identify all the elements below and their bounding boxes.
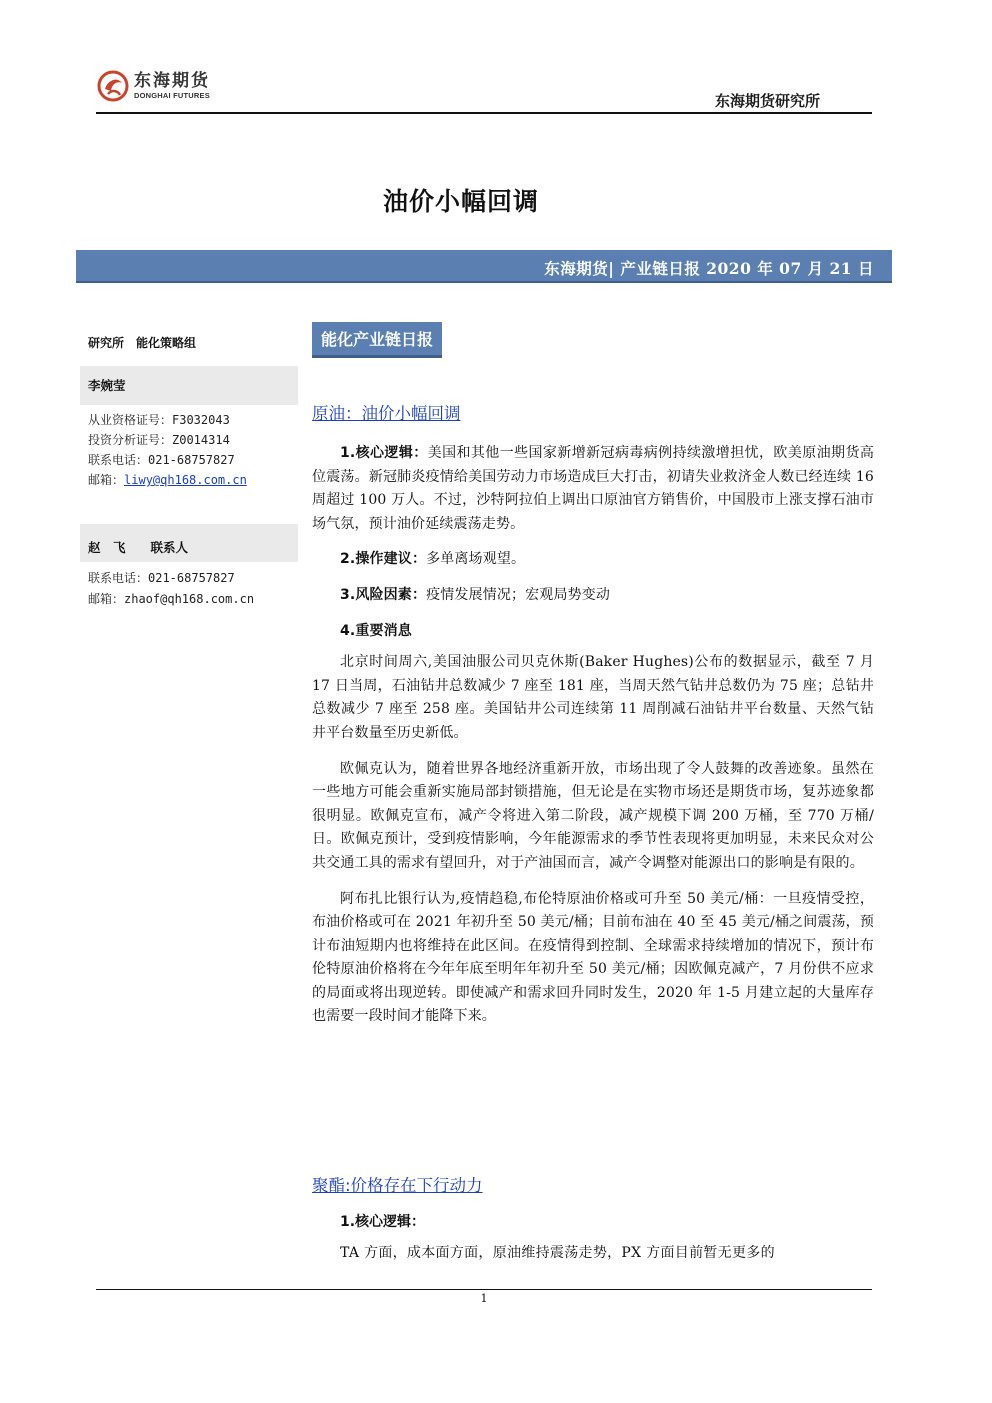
logo-chinese-text: 东海期货 — [134, 71, 210, 91]
footer-divider — [96, 1289, 872, 1290]
polyester-heading[interactable]: 聚酯:价格存在下行动力 — [312, 1176, 483, 1195]
email-row — [88, 470, 298, 490]
report-banner — [76, 250, 892, 283]
institute-name: 东海期货研究所 — [714, 92, 820, 110]
logo-english-text: DONGHAI FUTURES — [134, 91, 210, 100]
header-divider — [96, 112, 872, 114]
contact-name: 赵 飞 联系人 — [80, 524, 298, 562]
donghai-logo-icon — [96, 67, 130, 105]
operation-label: 2.操作建议： — [340, 551, 427, 568]
page-number: 1 — [480, 1292, 488, 1305]
polyester-text: TA 方面，成本面方面，原油维持震荡走势，PX 方面目前暂无更多的 — [340, 1245, 775, 1261]
contact-phone: 联系电话：021-68757827 — [88, 571, 235, 585]
email-link[interactable]: liwy@qh168.com.cn — [124, 473, 247, 487]
crude-oil-heading[interactable]: 原油：油价小幅回调 — [312, 404, 461, 423]
analyst-name: 李婉莹 — [80, 366, 298, 405]
section-title-box: 能化产业链日报 — [312, 322, 442, 358]
core-logic-text: 美国和其他一些国家新增新冠病毒病例持续激增担忧，欧美原油期货高位震荡。新冠肺炎疫情给美国劳动力市场造成巨大打击，初请失业救济金人数已经连续 16 周超过 100 万人。不过，沙特阿拉伯上调出口原油官方销售价，中国股市上涨支撑石油市场气氛，预计油价延续震荡走势。 — [312, 445, 874, 532]
core-logic-label: 1.核心逻辑： — [340, 445, 428, 461]
operation-advice — [312, 548, 874, 572]
news-paragraph: 北京时间周六,美国油服公司贝克休斯(Baker Hughes)公布的数据显示，截至 7 月 17 日当周，石油钻井总数减少 7 座至 181 座，当周天然气钻井总数仍为 75 座；总钻井总数减少 7 座至 258 座。美国钻井公司连续第 11 周削减石油钻井平台数量、天然气钻井平台数量至历史新低。 — [312, 654, 874, 741]
news-label: 4.重要消息 — [340, 622, 412, 639]
news-paragraph: 欧佩克认为，随着世界各地经济重新开放，市场出现了令人鼓舞的改善迹象。虽然在一些地方可能会重新实施局部封锁措施，但无论是在实物市场还是期货市场，复苏迹象都很明显。欧佩克宣布，减产令将进入第二阶段，减产规模下调 200 万桶，至 770 万桶/日。欧佩克预计，受到疫情影响，今年能源需求的季节性表现将更加明显，未来民众对公共交通工具的需求有望回升，对于产油国而言，减产令调整对能源出口的影响是有限的。 — [312, 760, 874, 871]
risk-label: 3.风险因素： — [340, 586, 427, 603]
main-content — [312, 322, 874, 1029]
banner-text: 东海期货| 产业链日报 2020 年 07 月 21 日 — [544, 259, 874, 278]
phone-number: 联系电话：021-68757827 — [88, 453, 235, 467]
core-logic-paragraph — [312, 442, 874, 536]
analyst-contact — [80, 405, 298, 490]
email-label: 邮箱： — [88, 473, 125, 487]
risk-factors — [312, 584, 874, 608]
news-paragraph: 阿布扎比银行认为,疫情趋稳,布伦特原油价格或可升至 50 美元/桶：一旦疫情受控，布油价格或可在 2021 年初升至 50 美元/桶；目前布油在 40 至 45 美元/桶之间震荡，预计布油短期内也将维持在此区间。在疫情得到控制、全球需求持续增加的情况下，预计布伦特原油价格将在今年年底至明年年初升至 50 美元/桶；因欧佩克减产，7 月份供不应求的局面或将出现逆转。即使减产和需求回升同时发生，2020 年 1-5 月建立起的大量库存也需要一段时间才能降下来。 — [312, 890, 874, 1025]
analyst-sidebar — [80, 324, 298, 610]
department-label: 研究所 能化策略组 — [88, 336, 197, 350]
contact-email: 邮箱：zhaof@qh168.com.cn — [88, 592, 255, 606]
operation-text: 多单离场观望。 — [426, 551, 526, 568]
risk-text: 疫情发展情况；宏观局势变动 — [426, 586, 611, 603]
investment-license-number: 投资分析证号：Z0014314 — [88, 433, 230, 447]
donghai-logo — [96, 66, 236, 106]
contact-details — [80, 562, 298, 610]
polyester-core-label: 1.核心逻辑： — [340, 1214, 426, 1230]
qualification-number: 从业资格证号：F3032043 — [88, 413, 230, 427]
news-heading — [312, 620, 874, 644]
document-title: 油价小幅回调 — [382, 187, 539, 216]
